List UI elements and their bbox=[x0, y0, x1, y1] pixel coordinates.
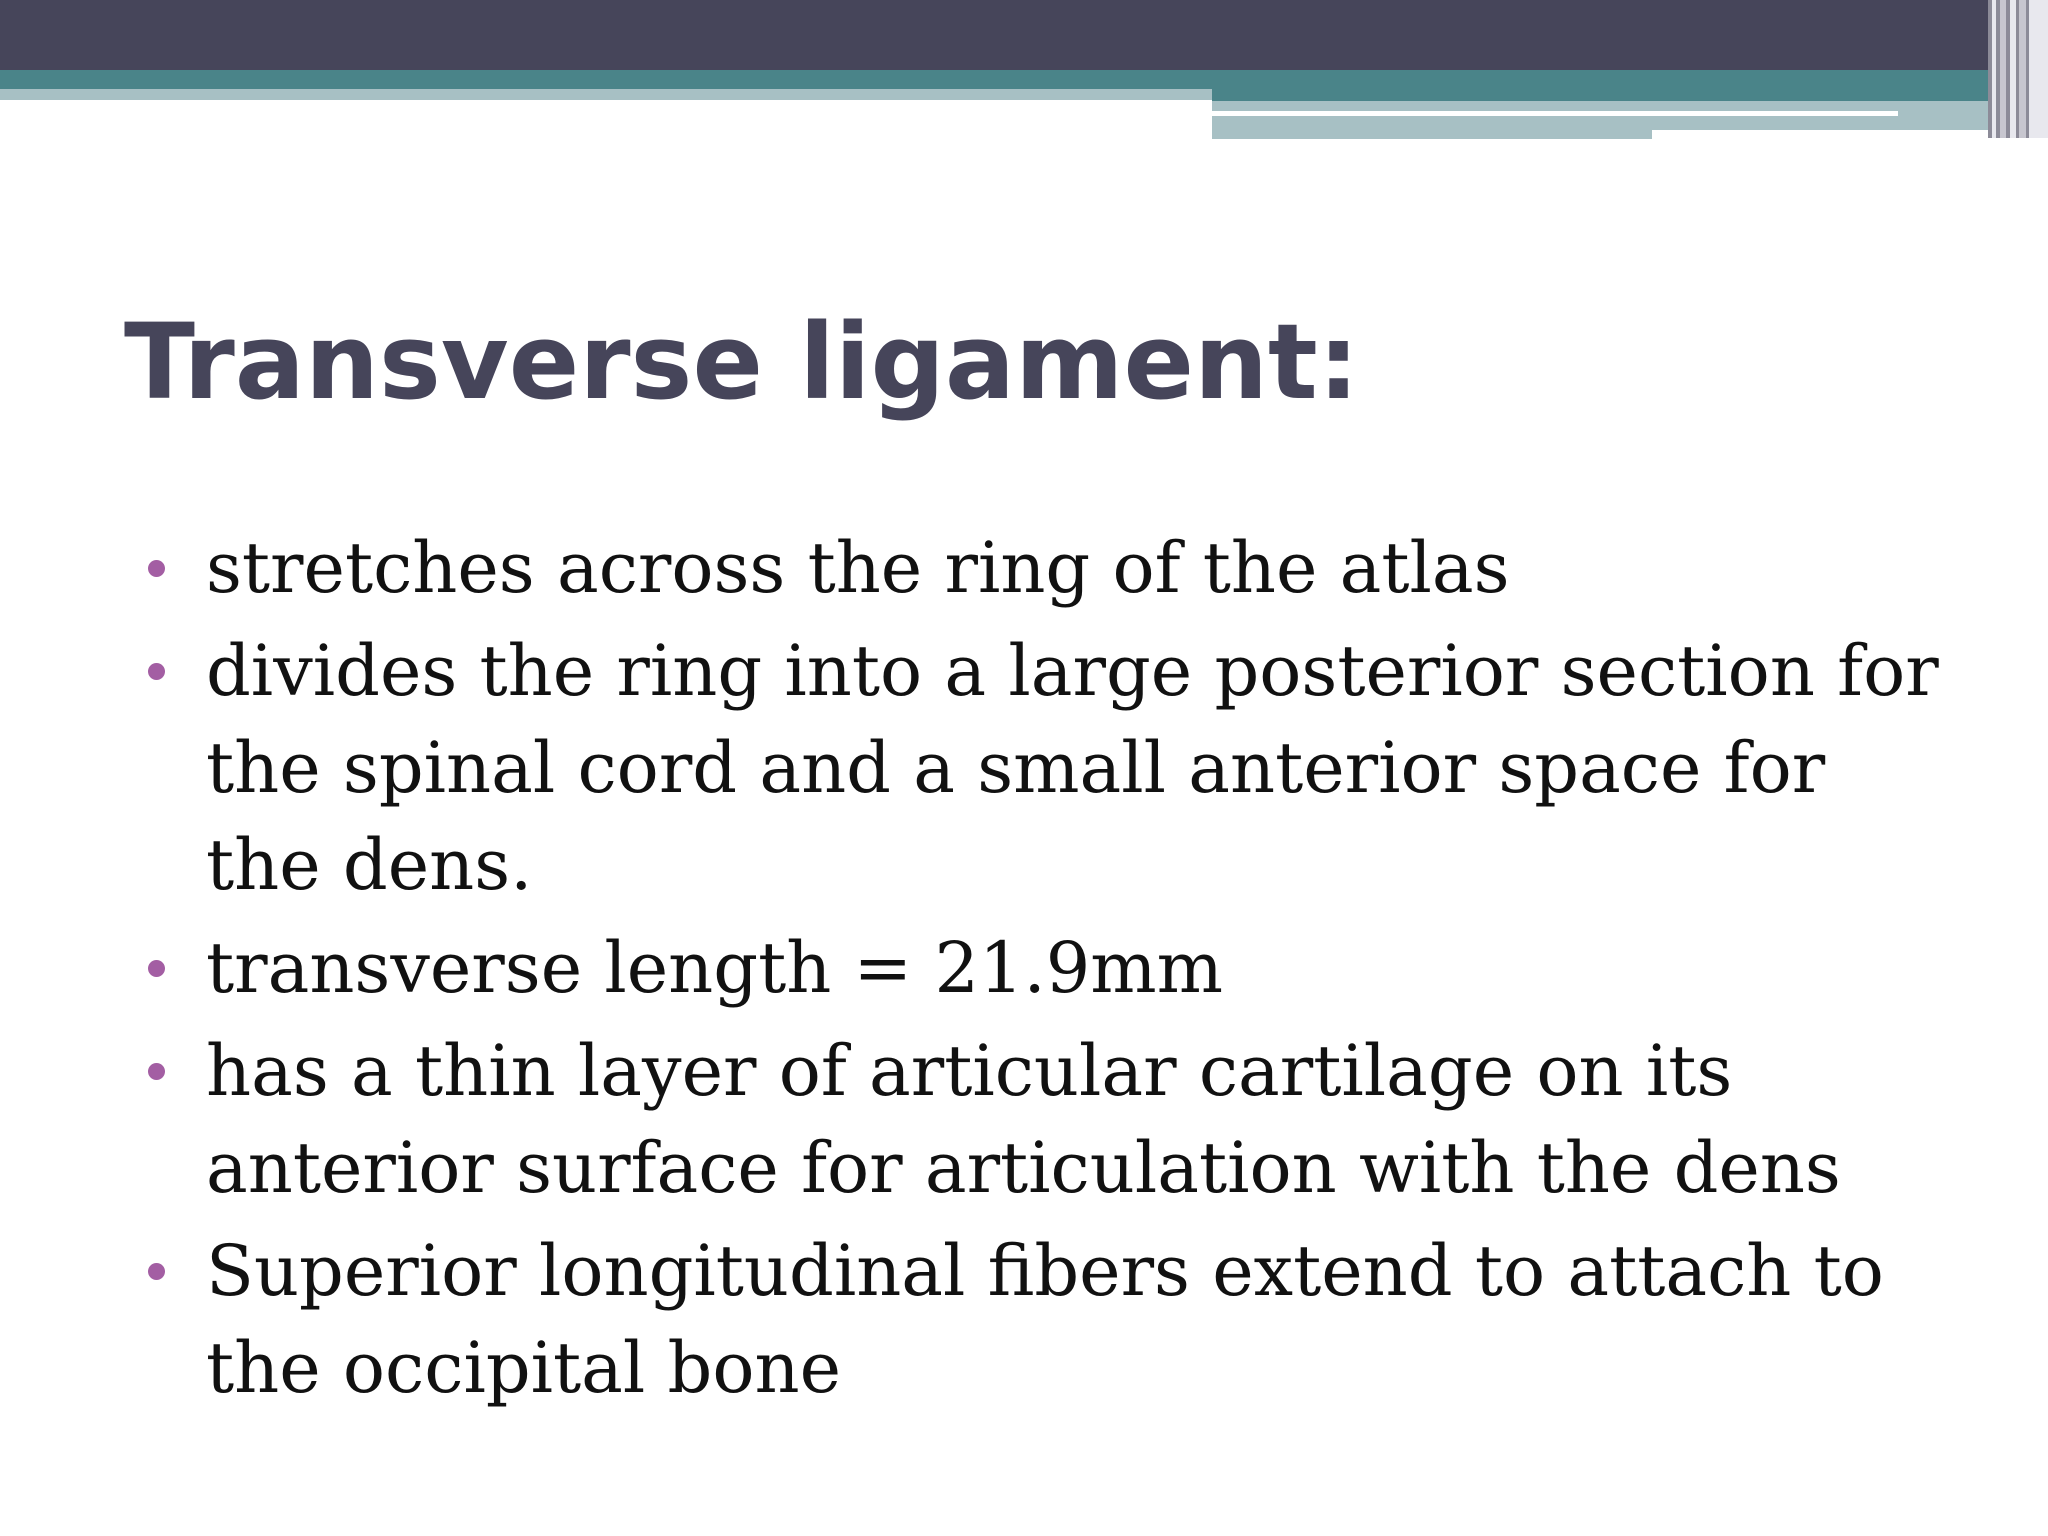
circle-bullet-icon bbox=[148, 1063, 165, 1080]
header-band-dark bbox=[0, 0, 2048, 70]
bullet-item bbox=[140, 1223, 1940, 1417]
bullet-item bbox=[140, 520, 1940, 617]
circle-bullet-icon bbox=[148, 1263, 165, 1280]
header-band-right-line bbox=[1212, 111, 1898, 116]
bullet-item bbox=[140, 1023, 1940, 1217]
circle-bullet-icon bbox=[148, 663, 165, 680]
bullet-item bbox=[140, 623, 1940, 914]
header-vertical-stripes bbox=[1988, 0, 2048, 138]
bullet-list bbox=[140, 520, 1940, 1423]
header-band-teal-right bbox=[1212, 89, 2048, 101]
circle-bullet-icon bbox=[148, 560, 165, 577]
bullet-text: divides the ring into a large posterior section for the spinal cord and a small anterior space for the dens. bbox=[206, 630, 1939, 906]
bullet-text: Superior longitudinal fibers extend to attach to the occipital bone bbox=[206, 1230, 1884, 1409]
bullet-text: has a thin layer of articular cartilage on its anterior surface for articulation with the dens bbox=[206, 1030, 1841, 1209]
bullet-item bbox=[140, 920, 1940, 1017]
circle-bullet-icon bbox=[148, 960, 165, 977]
slide-title: Transverse ligament: bbox=[124, 301, 1360, 423]
bullet-text: transverse length = 21.9mm bbox=[206, 927, 1224, 1009]
bullet-text: stretches across the ring of the atlas bbox=[206, 527, 1510, 609]
header-band-light bbox=[0, 89, 1212, 100]
header-band-teal bbox=[0, 70, 2048, 89]
